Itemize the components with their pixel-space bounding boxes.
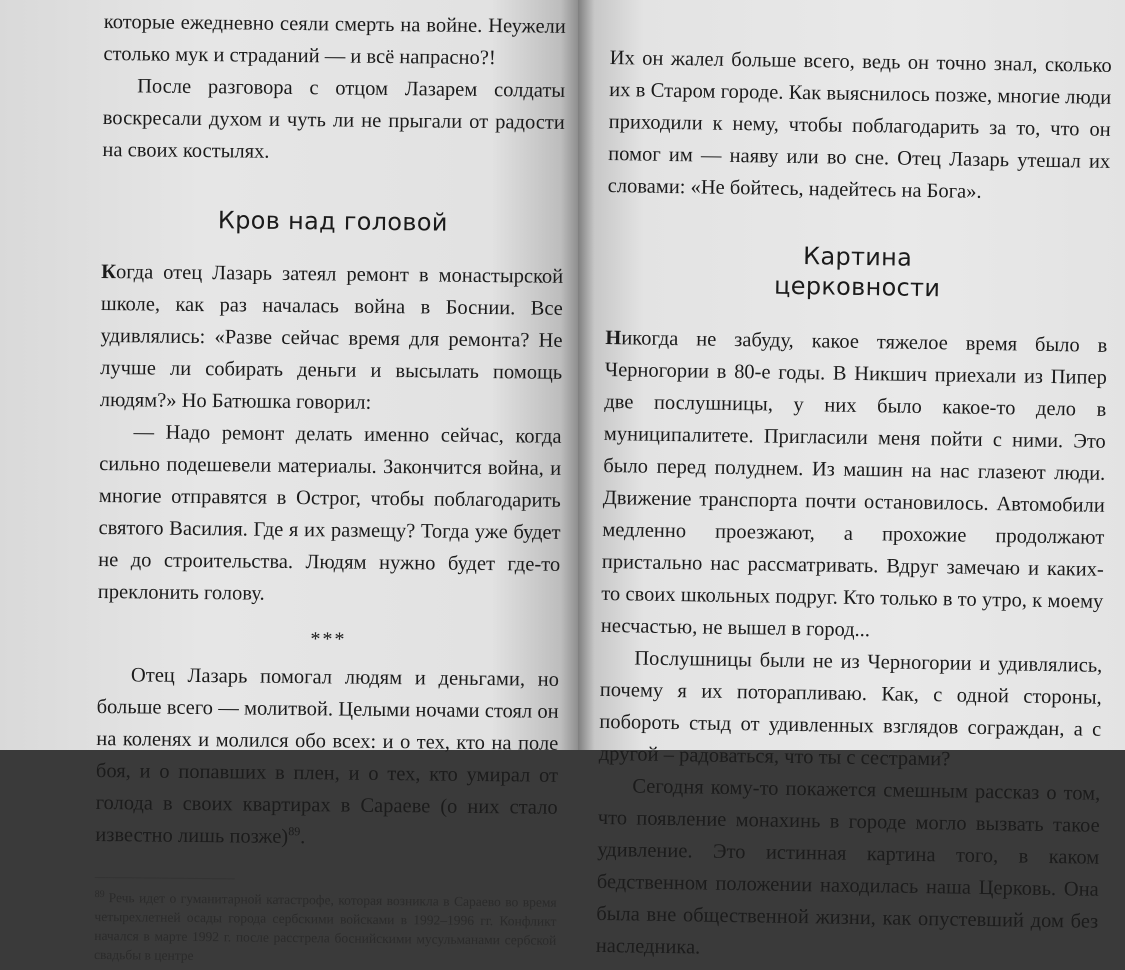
left-paragraph-5-text: Отец Лазарь помогал людям и деньгами, но больше всего — молитвой. Целыми ночами стоял он на коленях и молился обо всех: и о тех, кто на поле боя, и о попавших в плен, и о тех, кто умирал от голода в своих квартирах в Сараеве (о них стало известно лишь позже) [95, 664, 560, 848]
footnote-number: 89 [94, 888, 105, 900]
heading-line-1: Картина [802, 242, 913, 272]
left-paragraph-1: которые ежедневно сеяли смерть на войне. Неужели столько мук и страданий — и всё напрасно?! [103, 10, 566, 70]
drop-letter: К [101, 260, 117, 284]
left-paragraph-3 [100, 256, 564, 421]
section-separator: *** [310, 628, 347, 651]
left-page-content [94, 6, 566, 969]
right-paragraph-2-text: икогда не забуду, какое тяжелое время было в Черногории в 80-е годы. В Никшич приехали из Пипер две послушницы, у них было какое-то дело в муниципалитете. Пригласили меня пойти с ними. Это было перед полуднем. Из машин на нас глазеют люди. Движение транспорта почти остановилось. Автомобили медленно проезжают, а прохожие продолжают пристально нас рассматривать. Вдруг замечаю и каких-то своих школьных подруг. Кто только в то утро, к моему несчастью, не вышел в город... [600, 327, 1108, 642]
section-heading-picture [606, 238, 1109, 306]
left-paragraph-3-text: огда отец Лазарь затеял ремонт в монастырской школе, как раз началась война в Боснии. Все удивлялись: «Разве сейчас время для ремонта? Не лучше ли собирать деньги и высылать помощь людям?» Но Батюшка говорил: [99, 261, 564, 414]
right-paragraph-1: Их он жалел больше всего, ведь он точно знал, сколько их в Старом городе. Как выяснилось позже, многие люди приходили к нему, чтобы поблагодарить за то, что он помог им — наяву или во сне. Отец Лазарь утешал их словами: «Не бойтесь, надейтесь на Бога». [607, 46, 1112, 203]
section-heading-shelter: Кров над головой [217, 206, 448, 237]
right-page [578, 0, 1125, 959]
left-paragraph-5: Отец Лазарь помогал людям и деньгами, но больше всего — молитвой. Целыми ночами стоял он на коленях и молился обо всех: и о тех, кто на поле боя, и о попавших в плен, и о тех, кто умирал от голода в своих квартирах в Сараеве (о них стало известно лишь позже)$^{89}$. [95, 664, 560, 849]
right-paragraph-4: Сегодня кому-то покажется смешным рассказ о том, что появление монахинь в городе могло вызвать такое удивление. Это истинная картина того, в каком бедственном положении находилась наша Церковь. Она была вне общественной жизни, как опустевший дом без наследника. [595, 775, 1101, 959]
left-paragraph-2: После разговора с отцом Лазарем солдаты воскресали духом и чуть ли не прыгали от радости на своих костылях. [102, 75, 566, 163]
right-page-content [596, 42, 1112, 970]
heading-line-2: церковности [773, 271, 941, 303]
right-paragraph-3: Послушницы были не из Черногории и удивлялись, почему я их поторапливаю. Как, с одной стороны, побороть стыд от удивленных взглядов сограждан, а с другой – радоваться, что ты с сестрами? [598, 647, 1103, 771]
left-paragraph-4: — Надо ремонт делать именно сейчас, когда сильно подешевели материалы. Закончится война, и многие отправятся в Острог, чтобы поблагодарить святого Василия. Где я их размещу? Тогда уже будет не до строительства. Людям нужно будет где-то преклонить голову. [97, 421, 562, 605]
footnote-reference: 89 [288, 824, 301, 839]
footnote [94, 888, 557, 969]
right-paragraph-2 [601, 322, 1108, 650]
footnote-text: Речь идет о гуманитарной катастрофе, которая возникла в Сараево во время четырехлетней осады города сербскими войсками в 1992–1996 гг. Конфликт начался в марте 1992 г. после расстрела боснийскими мусульманами сербской свадьбы в центре [93, 890, 557, 963]
footnote-divider [95, 877, 235, 879]
drop-letter: Н [605, 326, 622, 350]
